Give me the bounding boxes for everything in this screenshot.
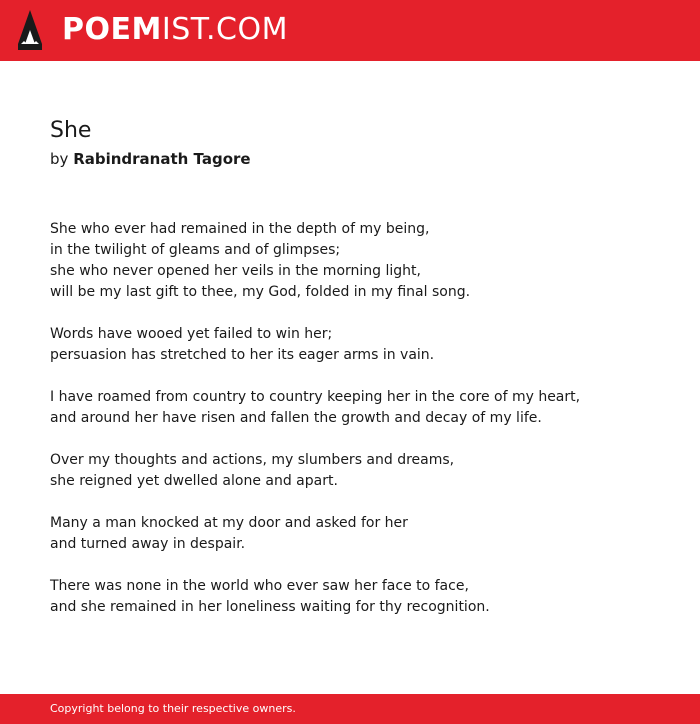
poem-line: I have roamed from country to country keeping her in the core of my heart, xyxy=(50,389,581,405)
poem-body xyxy=(50,219,670,639)
poem-line: Many a man knocked at my door and asked for her xyxy=(50,515,408,531)
poem-line: she who never opened her veils in the morning light, xyxy=(50,263,421,279)
stanza xyxy=(50,387,670,429)
stanza xyxy=(50,513,670,555)
poem-line: and she remained in her loneliness waiting for thy recognition. xyxy=(50,599,490,615)
poem-line: and turned away in despair. xyxy=(50,536,246,552)
poem-line: She who ever had remained in the depth of my being, xyxy=(50,221,430,237)
stanza xyxy=(50,450,670,492)
stanza xyxy=(50,219,670,303)
site-logo[interactable] xyxy=(62,12,288,48)
poem-line: and around her have risen and fallen the growth and decay of my life. xyxy=(50,410,542,426)
poem-line: will be my last gift to thee, my God, folded in my final song. xyxy=(50,284,471,300)
site-footer xyxy=(0,694,700,724)
logo-light-part: IST.COM xyxy=(161,12,288,47)
poem-line: There was none in the world who ever saw her face to face, xyxy=(50,578,469,594)
poem-title: She xyxy=(50,118,92,143)
copyright-notice: Copyright belong to their respective owners. xyxy=(50,702,296,715)
poem-line: Words have wooed yet failed to win her; xyxy=(50,326,333,342)
poem-line: Over my thoughts and actions, my slumbers and dreams, xyxy=(50,452,455,468)
poem-line: she reigned yet dwelled alone and apart. xyxy=(50,473,338,489)
site-header xyxy=(0,0,700,61)
byline xyxy=(50,149,251,169)
pencil-icon[interactable] xyxy=(18,10,42,50)
stanza xyxy=(50,576,670,618)
author-name: Rabindranath Tagore xyxy=(73,150,251,168)
stanza xyxy=(50,324,670,366)
logo-bold-part: POEM xyxy=(62,12,162,47)
poem-line: persuasion has stretched to her its eager arms in vain. xyxy=(50,347,435,363)
by-label: by xyxy=(50,150,69,168)
poem-line: in the twilight of gleams and of glimpses; xyxy=(50,242,341,258)
